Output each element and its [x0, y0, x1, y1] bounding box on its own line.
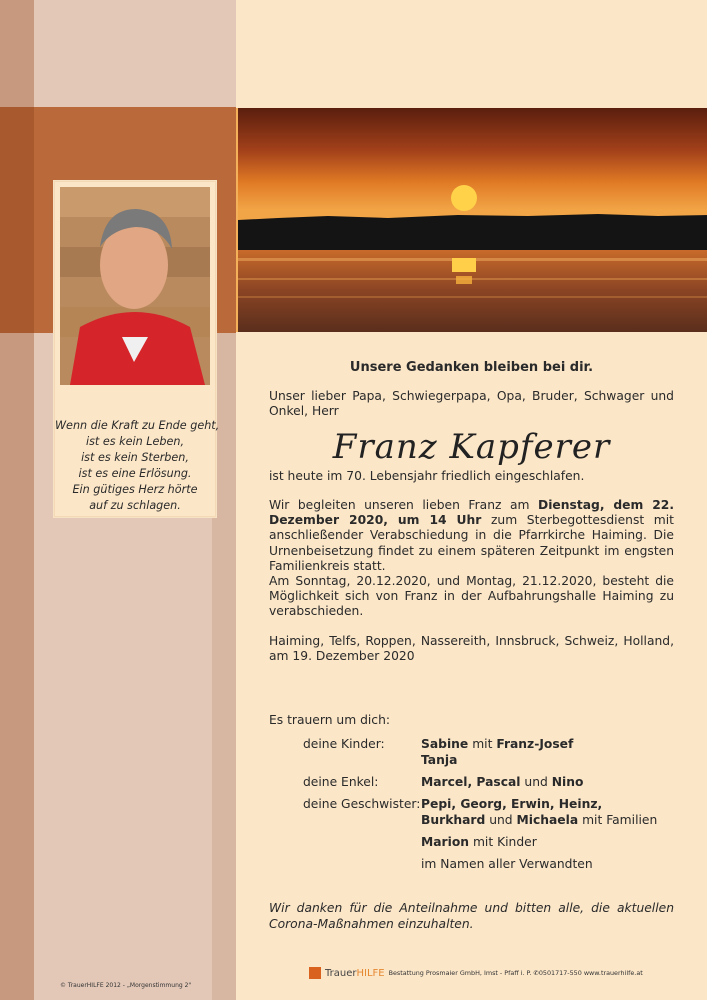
service-text: Wir begleiten unseren lieben Franz am Dienstag, dem 22. Dezember 2020, um 14 Uhr zum Sterbegottesdienst mit anschließender Verabschiedung in die Pfarrkirche Haiming. Die Urnenbeisetzung findet zu einem späteren Zeitpunkt im engsten Familienkreis statt.	[269, 498, 674, 573]
mourners-title: Es trauern um dich:	[269, 713, 390, 727]
verse-line: ist es eine Erlösung.	[78, 467, 192, 480]
company-info: Bestattung Prosmaier GmbH, Imst - Pfaff i. P. ✆0501717-550 www.trauerhilfe.at	[388, 969, 643, 977]
portrait-photo	[60, 187, 210, 385]
verse-line: ist es kein Sterben,	[81, 451, 189, 464]
decor-band-top	[236, 0, 707, 107]
mourners-row-enkel: deine Enkel: Marcel, Pascal und Nino	[303, 775, 584, 789]
verse-line: Wenn die Kraft zu Ende geht,	[55, 419, 220, 432]
motto: Unsere Gedanken bleiben bei dir.	[349, 360, 594, 375]
decor-band-top-left	[34, 0, 236, 107]
deceased-name: Franz Kapferer	[332, 426, 611, 467]
intro-text: Unser lieber Papa, Schwiegerpapa, Opa, Bruder, Schwager und Onkel, Herr	[269, 389, 674, 419]
sunset-image	[236, 108, 707, 332]
thanks-text: Wir danken für die Anteilnahme und bitten alle, die aktuellen Corona-Maßnahmen einzuhalten.	[269, 901, 674, 931]
copyright: © TrauerHILFE 2012 - „Morgenstimmung 2"	[60, 982, 192, 989]
logo-icon	[309, 967, 321, 979]
verse-line: Ein gütiges Herz hörte	[72, 483, 198, 496]
mourners-list	[269, 712, 674, 876]
viewing-text: Am Sonntag, 20.12.2020, und Montag, 21.12.2020, besteht die Möglichkeit sich von Franz in der Aufbahrungshalle Haiming zu verabschieden.	[269, 574, 674, 619]
obituary-text	[269, 360, 674, 664]
logo-text: TrauerHILFE	[325, 967, 385, 979]
place-date: Haiming, Telfs, Roppen, Nassereith, Innsbruck, Schweiz, Holland, am 19. Dezember 2020	[269, 633, 674, 663]
mourners-row-kinder: deine Kinder: Sabine mit Franz-Josef Tanja	[303, 737, 574, 767]
verse-line: ist es kein Leben,	[85, 435, 184, 448]
passed-text: ist heute im 70. Lebensjahr friedlich eingeschlafen.	[269, 468, 585, 483]
memorial-verse	[55, 418, 220, 514]
verse-line: auf zu schlagen.	[89, 499, 181, 512]
portrait-card	[54, 181, 220, 517]
mourners-row-geschwister: deine Geschwister: Pepi, Georg, Erwin, Heinz, Burkhard und Michaela mit Familien Marion mit Kinder im Namen aller Verwandten	[303, 797, 658, 871]
company-footer	[309, 967, 643, 979]
